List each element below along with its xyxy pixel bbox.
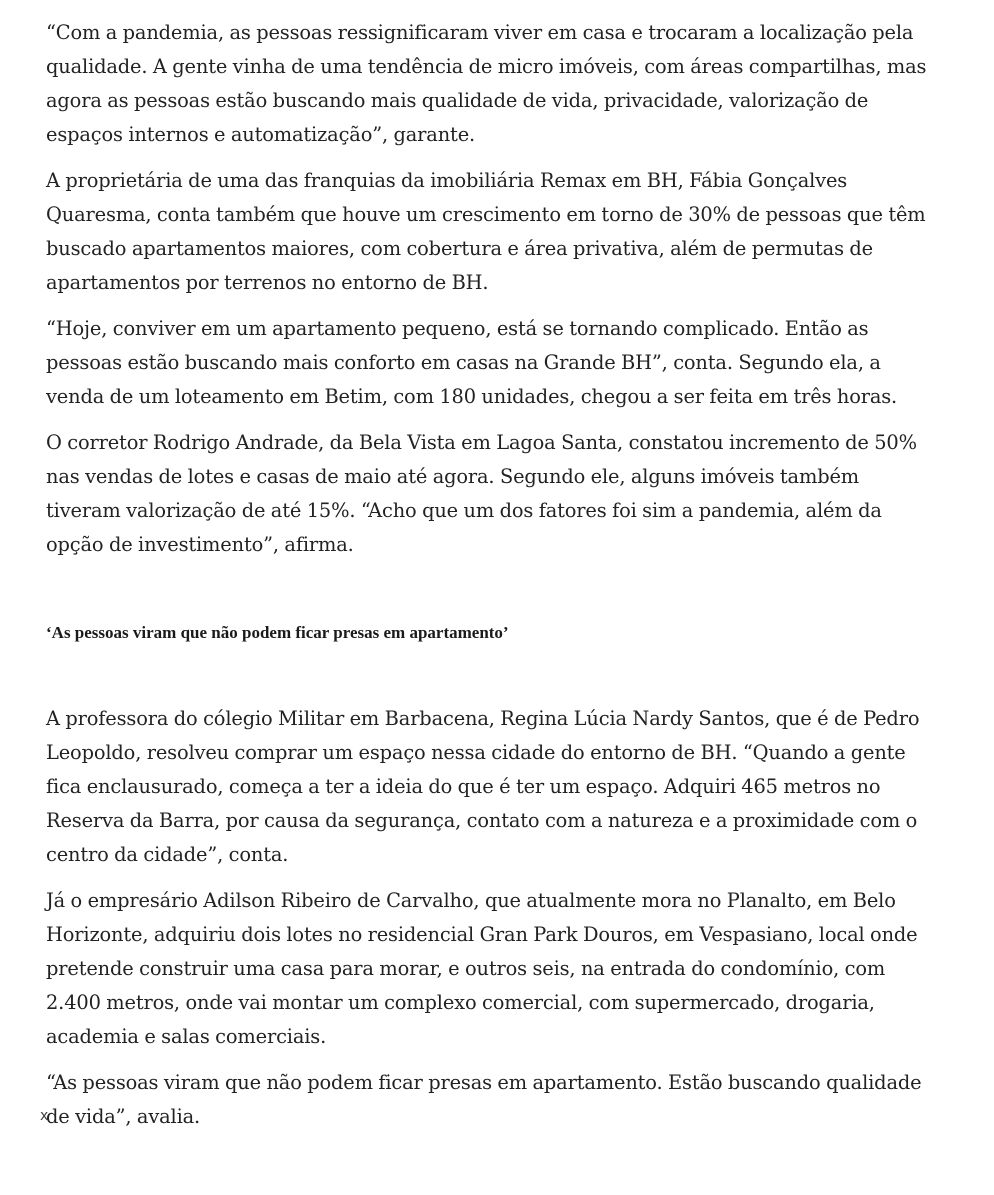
paragraph-quote-presas-apartamento: “As pessoas viram que não podem ficar presas em apartamento. Estão buscando qualidade de vida”, avalia.	[46, 1071, 922, 1128]
paragraph-empresario-vespasiano: Já o empresário Adilson Ribeiro de Carvalho, que atualmente mora no Planalto, em Belo Horizonte, adquiriu dois lotes no residencial Gran Park Douros, em Vespasiano, local onde pretende construir uma casa para morar, e outros seis, na entrada do condomínio, com 2.400 metros, onde vai montar um complexo comercial, com supermercado, drogaria, academia e salas comerciais.	[46, 889, 918, 1048]
paragraph-remax-owner: A proprietária de uma das franquias da imobiliária Remax em BH, Fábia Gonçalves Quaresma, conta também que houve um crescimento em torno de 30% de pessoas que têm buscado apartamentos maiores, com cobertura e área privativa, além de permutas de apartamentos por terrenos no entorno de BH.	[46, 169, 926, 294]
paragraph-professora-barbacena: A professora do cólegio Militar em Barbacena, Regina Lúcia Nardy Santos, que é de Pedro Leopoldo, resolveu comprar um espaço nessa cidade do entorno de BH. “Quando a gente fica enclausurado, começa a ter a ideia do que é ter um espaço. Adquiri 465 metros no Reserva da Barra, por causa da segurança, contato com a natureza e a proximidade com o centro da cidade”, conta.	[46, 707, 920, 866]
article-body	[46, 16, 938, 1146]
paragraph-quote-pandemia: “Com a pandemia, as pessoas ressignificaram viver em casa e trocaram a localização pela qualidade. A gente vinha de uma tendência de micro imóveis, com áreas compartilhas, mas agora as pessoas estão buscando mais qualidade de vida, privacidade, valorização de espaços internos e automatização”, garante.	[46, 21, 927, 146]
close-icon[interactable]: x	[40, 1108, 49, 1124]
paragraph-quote-apartamento-pequeno: “Hoje, conviver em um apartamento pequeno, está se tornando complicado. Então as pessoas estão buscando mais conforto em casas na Grande BH”, conta. Segundo ela, a venda de um loteamento em Betim, com 180 unidades, chegou a ser feita em três horas.	[46, 317, 898, 408]
paragraph-corretor-lagoa-santa: O corretor Rodrigo Andrade, da Bela Vista em Lagoa Santa, constatou incremento de 50% nas vendas de lotes e casas de maio até agora. Segundo ele, alguns imóveis também tiveram valorização de até 15%. “Acho que um dos fatores foi sim a pandemia, além da opção de investimento”, afirma.	[46, 431, 917, 556]
section-subheading: ‘As pessoas viram que não podem ficar presas em apartamento’	[46, 623, 509, 642]
